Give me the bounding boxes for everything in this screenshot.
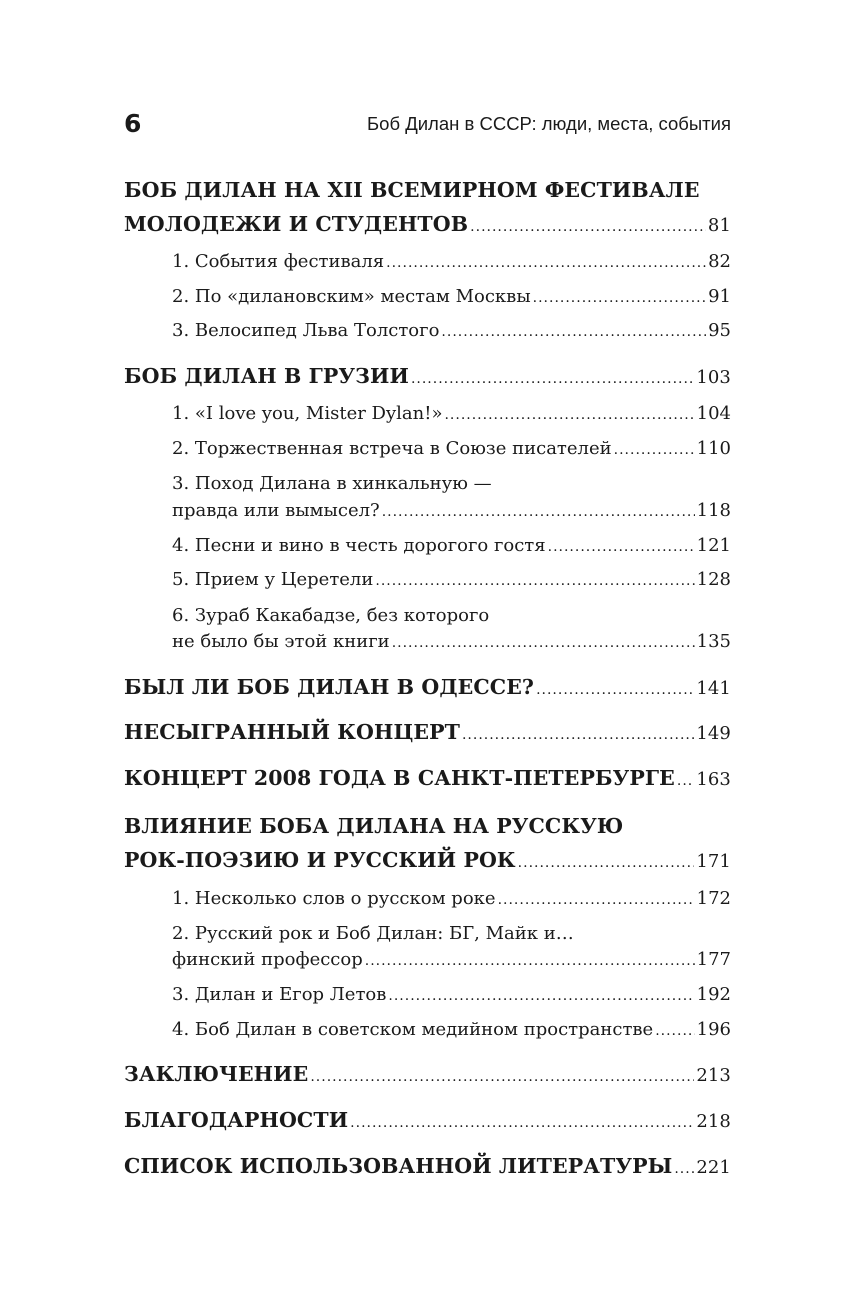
toc-entry-title: 1. События фестиваля <box>172 251 385 272</box>
toc-entry <box>124 364 731 394</box>
toc-page-number: 82 <box>708 251 731 272</box>
toc-entry <box>172 1019 731 1049</box>
toc-page-number: 192 <box>696 984 731 1005</box>
toc-entry-title: правда или вымысел? <box>172 500 380 521</box>
dot-leader <box>386 255 706 271</box>
toc-entry <box>124 675 731 705</box>
toc-entry-title: БОБ ДИЛАН В ГРУЗИИ <box>124 364 409 388</box>
page-header <box>124 109 731 139</box>
dot-leader <box>441 324 706 340</box>
toc-page-number: 91 <box>708 286 731 307</box>
toc-entry-title: 3. Поход Дилана в хинкальную — <box>172 473 492 494</box>
dot-leader <box>444 407 694 423</box>
dot-leader <box>382 504 695 520</box>
dot-leader <box>392 635 695 651</box>
toc-entry-title: РОК-ПОЭЗИЮ И РУССКИЙ РОК <box>124 848 516 872</box>
toc-page-number: 95 <box>708 320 731 341</box>
toc-entry-line <box>124 178 731 208</box>
dot-leader <box>677 773 694 789</box>
toc-entry-title: БОБ ДИЛАН НА XII ВСЕМИРНОМ ФЕСТИВАЛЕ <box>124 178 700 202</box>
dot-leader <box>674 1161 694 1177</box>
toc-entry-line <box>172 473 731 503</box>
toc-entry-title: 4. Песни и вино в честь дорогого гостя <box>172 535 546 556</box>
toc-page-number: 221 <box>696 1157 731 1178</box>
dot-leader <box>548 539 695 555</box>
toc-page-number: 163 <box>696 769 731 790</box>
toc-page-number: 213 <box>696 1065 731 1086</box>
toc-page-number: 81 <box>707 215 731 236</box>
toc-entry-title: 3. Велосипед Льва Толстого <box>172 320 440 341</box>
toc-page-number: 141 <box>696 678 731 699</box>
toc-entry-title: 5. Прием у Церетели <box>172 569 374 590</box>
toc-entry <box>124 1062 731 1092</box>
toc-entry <box>172 251 731 281</box>
toc-page-number: 172 <box>696 888 731 909</box>
toc-entry-title: не было бы этой книги <box>172 631 390 652</box>
toc-entry <box>172 535 731 565</box>
toc-page-number: 177 <box>696 949 731 970</box>
toc-page-number: 149 <box>696 723 731 744</box>
toc-page-number: 171 <box>696 851 731 872</box>
toc-entry-title: 6. Зураб Какабадзе, без которого <box>172 605 490 626</box>
toc-page-number: 128 <box>696 569 731 590</box>
toc-entry <box>124 1154 731 1184</box>
page-number: 6 <box>124 109 142 138</box>
dot-leader <box>518 855 695 871</box>
toc-entry <box>172 403 731 433</box>
toc-entry <box>124 766 731 796</box>
dot-leader <box>655 1023 694 1039</box>
toc-entry-title: финский профессор <box>172 949 363 970</box>
toc-entry-title: ВЛИЯНИЕ БОБА ДИЛАНА НА РУССКУЮ <box>124 814 624 838</box>
dot-leader <box>411 371 694 387</box>
toc-entry-title: КОНЦЕРТ 2008 ГОДА В САНКТ-ПЕТЕРБУРГЕ <box>124 766 675 790</box>
toc-entry-title: 2. Торжественная встреча в Союзе писателей <box>172 438 612 459</box>
toc-page-number: 110 <box>696 438 731 459</box>
toc-page-number: 135 <box>696 631 731 652</box>
toc-entry <box>172 888 731 918</box>
running-title: Боб Дилан в СССР: люди, места, события <box>367 113 731 134</box>
toc-entry-title: ЗАКЛЮЧЕНИЕ <box>124 1062 309 1086</box>
toc-entry <box>172 949 731 979</box>
toc-entry <box>124 1108 731 1138</box>
toc-entry-title: 2. Русский рок и Боб Дилан: БГ, Майк и… <box>172 923 574 944</box>
toc-entry-title: 1. Несколько слов о русском роке <box>172 888 496 909</box>
toc-page-number: 218 <box>696 1111 731 1132</box>
toc-page-number: 104 <box>696 403 731 424</box>
toc-page-number: 196 <box>696 1019 731 1040</box>
toc-entry <box>124 720 731 750</box>
toc-entry-title: 2. По «дилановским» местам Москвы <box>172 286 531 307</box>
toc-entry-title: 1. «I love you, Mister Dylan!» <box>172 403 443 424</box>
toc-entry-title: МОЛОДЕЖИ И СТУДЕНТОВ <box>124 212 469 236</box>
dot-leader <box>462 727 694 743</box>
dot-leader <box>536 682 694 698</box>
dot-leader <box>470 219 706 235</box>
toc-entry <box>124 848 731 878</box>
dot-leader <box>388 988 694 1004</box>
toc-entry-line <box>124 814 731 844</box>
dot-leader <box>310 1069 694 1085</box>
dot-leader <box>498 892 695 908</box>
toc-entry <box>172 286 731 316</box>
toc-entry-title: БЫЛ ЛИ БОБ ДИЛАН В ОДЕССЕ? <box>124 675 535 699</box>
toc-entry-title: БЛАГОДАРНОСТИ <box>124 1108 349 1132</box>
toc-entry <box>172 320 731 350</box>
toc-entry <box>172 569 731 599</box>
toc-entry <box>172 500 731 530</box>
toc-entry-title: НЕСЫГРАННЫЙ КОНЦЕРТ <box>124 720 460 744</box>
toc-page-number: 103 <box>696 367 731 388</box>
dot-leader <box>375 573 694 589</box>
dot-leader <box>350 1115 694 1131</box>
toc-entry <box>172 438 731 468</box>
dot-leader <box>614 442 695 458</box>
toc-entry <box>172 631 731 661</box>
toc-page-number: 118 <box>696 500 731 521</box>
dot-leader <box>365 953 695 969</box>
toc-entry-title: 4. Боб Дилан в советском медийном пространстве <box>172 1019 654 1040</box>
toc-entry-title: СПИСОК ИСПОЛЬЗОВАННОЙ ЛИТЕРАТУРЫ <box>124 1154 673 1178</box>
toc-entry <box>172 984 731 1014</box>
toc-page-number: 121 <box>696 535 731 556</box>
dot-leader <box>533 290 706 306</box>
toc-entry <box>124 212 731 242</box>
toc-entry-title: 3. Дилан и Егор Летов <box>172 984 387 1005</box>
